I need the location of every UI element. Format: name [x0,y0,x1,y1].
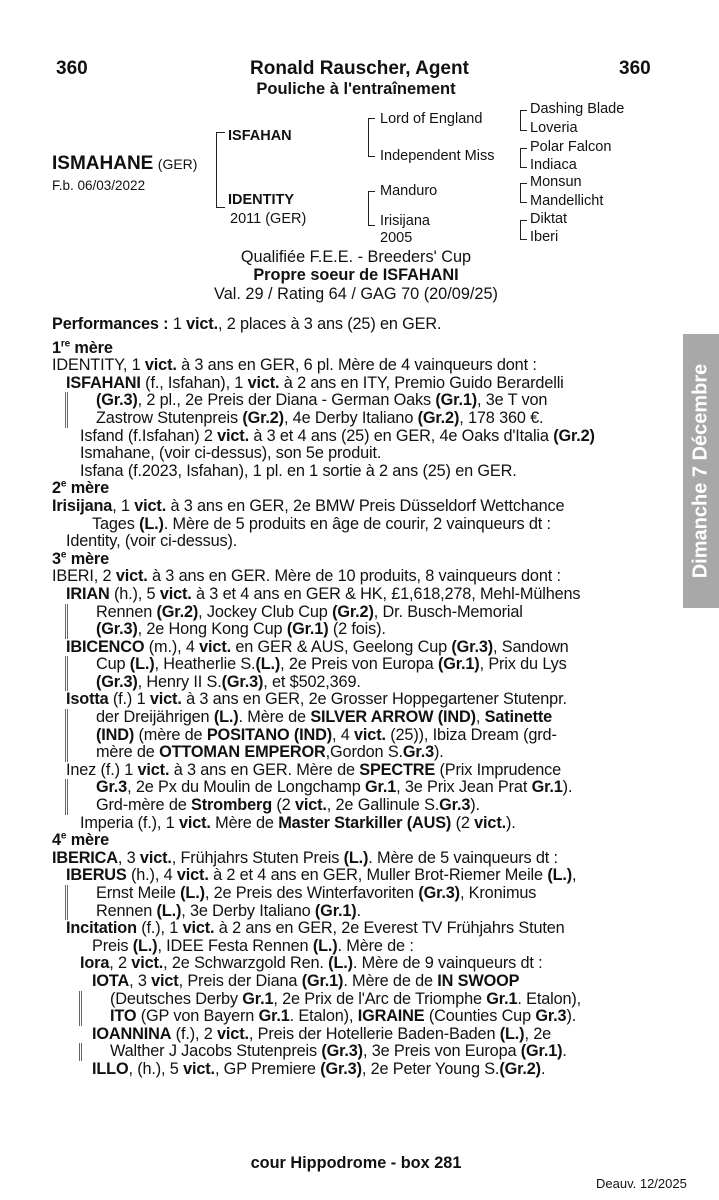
pedigree-g3-3: Polar Falcon [530,139,612,155]
body-line: ILLO, (h.), 5 vict., GP Premiere (Gr.3), 2e Peter Young S.(Gr.2). [92,1059,546,1078]
body-line: IDENTITY, 1 vict. à 3 ans en GER, 6 pl. Mère de 4 vainqueurs dont : [52,356,537,375]
subtitle: Pouliche à l'entraînement [256,80,456,98]
pedigree-bracket-sire [368,118,375,157]
pedigree-dam-dam: Irisijana [380,213,430,229]
body-line: (IND) (mère de POSITANO (IND), 4 vict. (25)), Ibiza Dream (grd- [65,727,682,745]
pedigree-g3-7: Diktat [530,211,568,227]
pedigree-dam: IDENTITY [228,192,295,208]
pedigree-sire-sire: Lord of England [380,111,483,127]
pedigree-g3-1: Dashing Blade [530,101,625,117]
body-line: Tages (L.). Mère de 5 produits en âge de courir, 2 vainqueurs dt : [92,514,551,533]
body-line: Gr.3, 2e Px du Moulin de Longchamp Gr.1, 3e Prix Jean Prat Gr.1). [65,779,682,797]
body-line: IRIAN (h.), 5 vict. à 3 et 4 ans en GER & HK, £1,618,278, Mehl-Mülhens [66,584,581,603]
pedigree-bracket-g3-1 [520,110,527,131]
pedigree-g3-6: Mandellicht [530,193,604,209]
body-line: Performances : 1 vict., 2 places à 3 ans (25) en GER. [52,315,442,333]
body-line: Ismahane, (voir ci-dessus), son 5e produit. [80,444,382,463]
body-line: Ernst Meile (L.), 2e Preis des Winterfavoriten (Gr.3), Kronimus [65,885,682,903]
horse-name: ISMAHANE [52,153,154,174]
body-line: mère de OTTOMAN EMPEROR,Gordon S.Gr.3). [65,744,682,762]
body-line: IBERUS (h.), 4 vict. à 2 et 4 ans en GER, Muller Brot-Riemer Meile (L.), [66,866,577,885]
own-sister-line: Propre soeur de ISFAHANI [253,266,459,284]
body-line: Isotta (f.) 1 vict. à 3 ans en GER, 2e Grosser Hoppegartener Stutenpr. [66,690,567,709]
body-line: (Deutsches Derby Gr.1, 2e Prix de l'Arc de Triomphe Gr.1. Etalon), [79,991,682,1009]
pedigree-g3-8: Iberi [530,229,559,245]
section-heading: 2e mère [52,478,110,498]
body-line: ITO (GP von Bayern Gr.1. Etalon), IGRAINE (Counties Cup Gr.3). [79,1008,682,1026]
date-side-tab [683,334,719,608]
body-line: IOANNINA (f.), 2 vict., Preis der Hotellerie Baden-Baden (L.), 2e [92,1024,552,1043]
date-side-tab-label: Dimanche 7 Décembre [689,363,712,579]
pedigree-bracket-gen1 [216,132,225,208]
body-line: Zastrow Stutenpreis (Gr.2), 4e Derby Italiano (Gr.2), 178 360 €. [65,410,682,428]
pedigree-bracket-dam [368,191,375,226]
horse-name-row [52,153,197,175]
body-line: ISFAHANI (f., Isfahan), 1 vict. à 2 ans en ITY, Premio Guido Berardelli [66,373,564,392]
footer-sale: Deauv. 12/2025 [596,1176,687,1191]
body-line: Walther J Jacobs Stutenpreis (Gr.3), 3e Preis von Europa (Gr.1). [79,1043,682,1061]
body-line: Isfand (f.Isfahan) 2 vict. à 3 et 4 ans (25) en GER, 4e Oaks d'Italia (Gr.2) [80,426,595,445]
body-line: Imperia (f.), 1 vict. Mère de Master Starkiller (AUS) (2 vict.). [80,813,516,832]
body-line: Incitation (f.), 1 vict. à 2 ans en GER, 2e Everest TV Frühjahrs Stuten [66,919,565,938]
valuation-line: Val. 29 / Rating 64 / GAG 70 (20/09/25) [214,285,498,303]
body-line: Rennen (L.), 3e Derby Italiano (Gr.1). [65,903,682,921]
body-line: Iora, 2 vict., 2e Schwarzgold Ren. (L.). Mère de 9 vainqueurs dt : [80,954,543,973]
pedigree-bracket-g3-2 [520,148,527,168]
section-heading: 1re mère [52,338,113,357]
pedigree-sire: ISFAHAN [228,128,292,144]
body-line: IOTA, 3 vict, Preis der Diana (Gr.1). Mère de de IN SWOOP [92,971,520,990]
body-line: (Gr.3), 2e Hong Kong Cup (Gr.1) (2 fois). [65,621,682,639]
lot-number-right: 360 [619,58,651,79]
pedigree-sire-dam: Independent Miss [380,148,495,164]
body-line: (Gr.3), 2 pl., 2e Preis der Diana - German Oaks (Gr.1), 3e T von [65,392,682,410]
pedigree-dam-year: 2011 (GER) [230,211,307,227]
pedigree-bracket-g3-4 [520,220,527,240]
footer-location: cour Hippodrome - box 281 [250,1154,462,1172]
catalogue-body [52,316,682,1079]
body-line: Preis (L.), IDEE Festa Rennen (L.). Mère de : [92,936,414,955]
section-heading: 3e mère [52,549,110,568]
body-line: IBERICA, 3 vict., Frühjahrs Stuten Preis (L.). Mère de 5 vainqueurs dt : [52,848,558,867]
pedigree-g3-4: Indiaca [530,157,577,173]
lot-number-left: 360 [56,58,88,79]
pedigree-dam-dam-year: 2005 [380,230,413,246]
agent-name: Ronald Rauscher, Agent [250,58,469,79]
body-line: Grd-mère de Stromberg (2 vict., 2e Gallinule S.Gr.3). [65,797,682,815]
body-line: der Dreijährigen (L.). Mère de SILVER ARROW (IND), Satinette [65,709,682,727]
body-line: Identity, (voir ci-dessus). [66,532,238,551]
body-line: Rennen (Gr.2), Jockey Club Cup (Gr.2), Dr. Busch-Memorial [65,604,682,622]
pedigree-dam-sire: Manduro [380,183,438,199]
horse-country: (GER) [157,156,198,172]
body-line: Cup (L.), Heatherlie S.(L.), 2e Preis von Europa (Gr.1), Prix du Lys [65,656,682,674]
qualification-line: Qualifiée F.E.E. - Breeders' Cup [240,248,472,266]
body-line: IBERI, 2 vict. à 3 ans en GER. Mère de 10 produits, 8 vainqueurs dont : [52,567,561,586]
pedigree-g3-5: Monsun [530,174,582,190]
body-line: Isfana (f.2023, Isfahan), 1 pl. en 1 sortie à 2 ans (25) en GER. [80,461,517,480]
pedigree-bracket-g3-3 [520,183,527,203]
section-heading: 4e mère [52,830,110,850]
body-line: (Gr.3), Henry II S.(Gr.3), et $502,369. [65,674,682,692]
body-line: IBICENCO (m.), 4 vict. en GER & AUS, Geelong Cup (Gr.3), Sandown [66,637,569,656]
pedigree-g3-2: Loveria [530,120,578,136]
body-line: Inez (f.) 1 vict. à 3 ans en GER. Mère de SPECTRE (Prix Imprudence [66,760,562,779]
body-line: Irisijana, 1 vict. à 3 ans en GER, 2e BMW Preis Düsseldorf Wettchance [52,496,565,515]
horse-details: F.b. 06/03/2022 [52,178,146,193]
